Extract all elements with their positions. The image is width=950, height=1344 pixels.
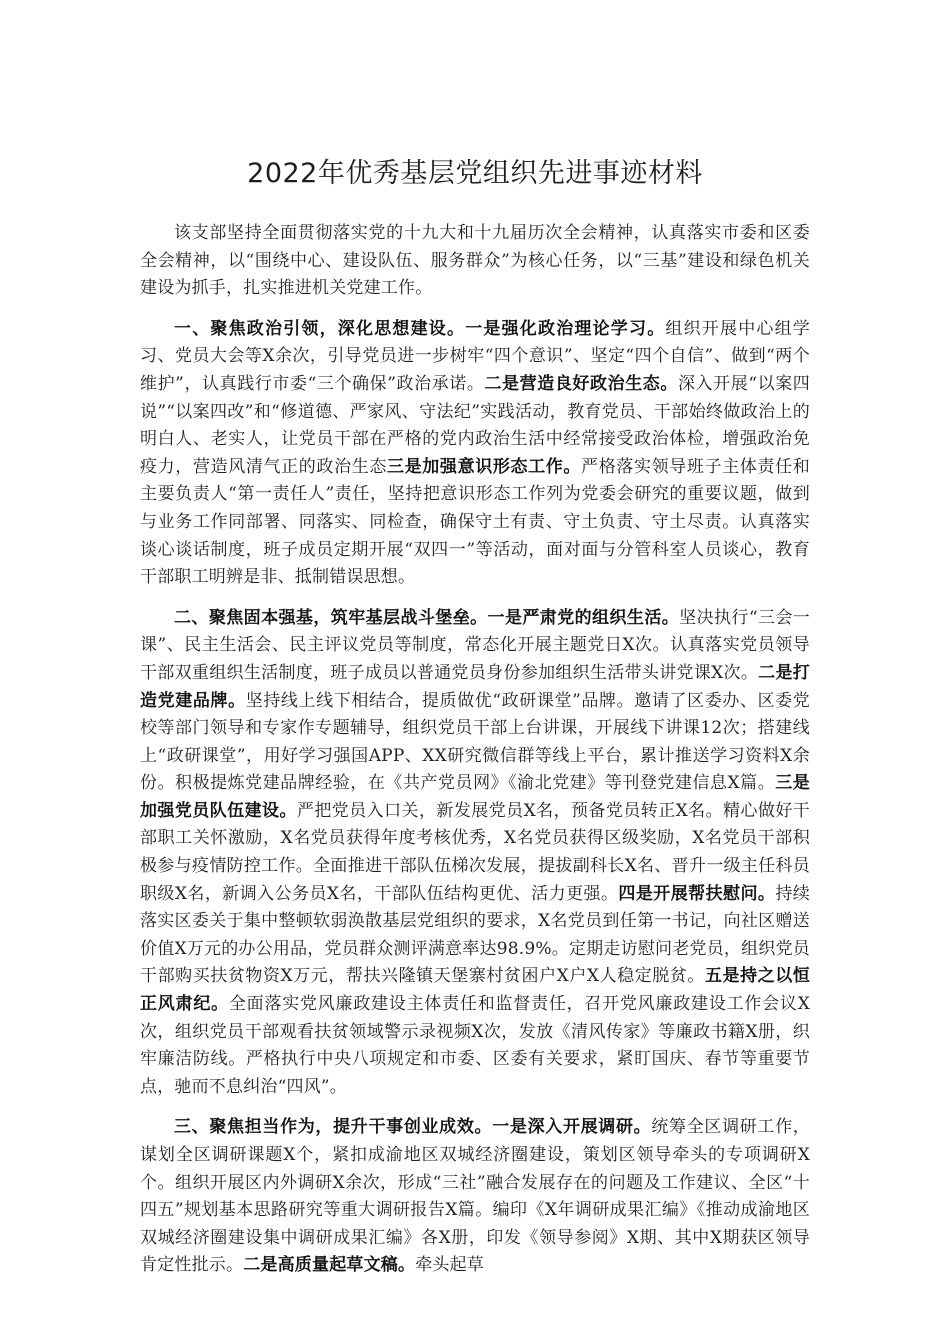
subpoint-heading: 一是深入开展调研。	[492, 1117, 652, 1138]
body-text: 严格落实领导班子主体责任和主要负责人“第一责任人”责任，坚持把意识形态工作列为党委会研究的重要议题，做到与业务工作同部署、同落实、同检查，确保守土有责、守土负责、守土尽责。认真落实谈心谈话制度，班子成员定期开展“双四一”等活动，面对面与分管科室人员谈心，教育干部职工明辨是非、抵制错误思想。	[140, 456, 810, 588]
subpoint-heading: 二是高质量起草文稿。	[243, 1255, 416, 1276]
section-paragraph-2	[140, 605, 810, 1102]
body-text: 全面落实党风廉政建设主体责任和监督责任，召开党风廉政建设工作会议X次，组织党员干部观看扶贫领域警示录视频X次，发放《清风传家》等廉政书籍X册，织牢廉洁防线。严格执行中央八项规定和市委、区委有关要求，紧盯国庆、春节等重要节点，驰而不息纠治“四风”。	[140, 994, 811, 1097]
subpoint-heading: 三是加强意识形态工作。	[387, 456, 582, 477]
body-text: 坚决执行“三会一课”、民主生活会、民主评议党员等制度，常态化开展主题党日X次。认真落实党员领导干部双重组织生活制度，班子成员以普通党员身份参加组织生活带头讲党课X次。	[140, 607, 810, 683]
section-heading: 二、聚焦固本强基，筑牢基层战斗堡垒。	[174, 607, 488, 628]
section-heading: 三、聚焦担当作为，提升干事创业成效。	[174, 1117, 493, 1138]
body-text: 坚持线上线下相结合，提质做优“政研课堂”品牌。邀请了区委办、区委党校等部门领导和专家作专题辅导，组织党员干部上台讲课，开展线下讲课12次；搭建线上“政研课堂”，用好学习强国APP、XX研究微信群等线上平台，累计推送学习资料X余份。积极提炼党建品牌经验，在《共产党员网》《渝北党建》等刊登党建信息X篇。	[140, 690, 810, 794]
body-text: 统筹全区调研工作，谋划全区调研课题X个，紧扣成渝地区双城经济圈建设，策划区领导牵头的专项调研X个。组织开展区内外调研X余次，形成“三社”融合发展存在的问题及工作建议、全区“十四五”规划基本思路研究等重大调研报告X篇。编印《X年调研成果汇编》《推动成渝地区双城经济圈建设集中调研成果汇编》各X册，印发《领导参阅》X期、其中X期获区领导肯定性批示。	[140, 1117, 810, 1276]
section-paragraph-3	[140, 1114, 810, 1280]
subpoint-heading: 一是严肃党的组织生活。	[487, 607, 680, 628]
document-title: 2022年优秀基层党组织先进事迹材料	[247, 158, 703, 189]
subpoint-heading: 五是持之以恒正风肃纪。	[140, 966, 811, 1015]
document-page	[140, 148, 810, 1293]
body-text: 深入开展“以案四说”“以案四改”和“修道德、严家风、守法纪”实践活动，教育党员、干部始终做政治上的明白人、老实人，让党员干部在严格的党内政治生活中经常接受政治体检，增强政治免疫力，营造风清气正的政治生态	[140, 373, 810, 477]
body-text: 牵头起草	[415, 1255, 485, 1276]
body-text: 组织开展中心组学习、党员大会等X余次，引导党员进一步树牢“四个意识”、坚定“四个自信”、做到“两个维护”，认真践行市委“三个确保”政治承诺。	[140, 318, 811, 394]
body-text: 持续落实区委关于集中整顿软弱涣散基层党组织的要求，X名党员到任第一书记，向社区赠送价值X万元的办公用品，党员群众测评满意率达98.9%。定期走访慰问老党员，组织党员干部购买扶贫物资X万元，帮扶兴隆镇天堡寨村贫困户X户X人稳定脱贫。	[140, 883, 810, 987]
subpoint-heading: 一是强化政治理论学习。	[465, 318, 666, 339]
section-heading: 一、聚焦政治引领，深化思想建设。	[174, 318, 466, 339]
body-text: 严把党员入口关，新发展党员X名，预备党员转正X名。精心做好干部职工关怀激励，X名党员获得年度考核优秀，X名党员获得区级奖励，X名党员干部积极参与疫情防控工作。全面推进干部队伍梯次发展，提拔副科长X名、晋升一级主任科员职级X名，新调入公务员X名，干部队伍结构更优、活力更强。	[140, 800, 810, 904]
subpoint-heading: 二是营造良好政治生态。	[484, 373, 678, 394]
section-paragraph-1	[140, 316, 810, 592]
subpoint-heading: 三是加强党员队伍建设。	[140, 773, 810, 821]
subpoint-heading: 二是打造党建品牌。	[140, 662, 810, 711]
subpoint-heading: 四是开展帮扶慰问。	[618, 883, 776, 904]
intro-paragraph: 该支部坚持全面贯彻落实党的十九大和十九届历次全会精神，认真落实市委和区委全会精神，以“围绕中心、建设队伍、服务群众”为核心任务，以“三基”建设和绿色机关建设为抓手，扎实推进机关党建工作。	[140, 223, 810, 299]
